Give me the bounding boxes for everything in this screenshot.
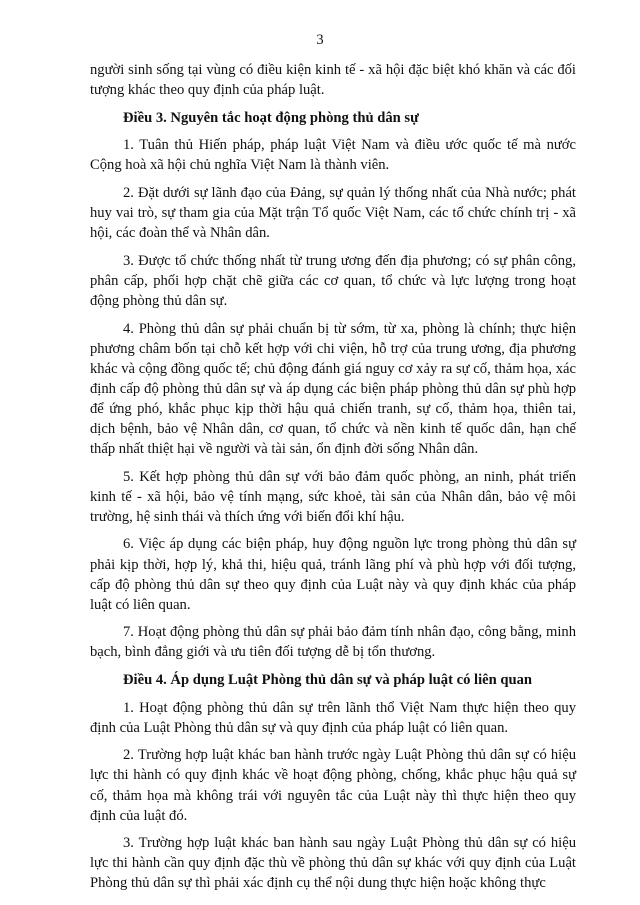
article-3-heading: Điều 3. Nguyên tắc hoạt động phòng thủ dân sự (123, 109, 419, 126)
document-body (90, 60, 576, 901)
article-3-clause-3: 3. Được tổ chức thống nhất từ trung ương đến địa phương; có sự phân công, phân cấp, phối hợp chặt chẽ giữa các cơ quan, tổ chức và lực lượng trong hoạt động phòng thủ dân sự. (90, 252, 576, 309)
article-3-clause-6: 6. Việc áp dụng các biện pháp, huy động nguồn lực trong phòng thủ dân sự phải kịp thời, hợp lý, khả thi, hiệu quả, tránh lãng phí và phù hợp với đối tượng, cấp độ phòng thủ dân sự theo quy định của Luật này và quy định khác của pháp luật có liên quan. (90, 536, 576, 613)
article-3-clause-7: 7. Hoạt động phòng thủ dân sự phải bảo đảm tính nhân đạo, công bằng, minh bạch, bình đẳng giới và ưu tiên đối tượng dễ bị tổn thương. (90, 624, 576, 661)
article-4-heading: Điều 4. Áp dụng Luật Phòng thủ dân sự và pháp luật có liên quan (123, 672, 533, 689)
article-3-clause-2: 2. Đặt dưới sự lãnh đạo của Đảng, sự quản lý thống nhất của Nhà nước; phát huy vai trò, sự tham gia của Mặt trận Tổ quốc Việt Nam, các tổ chức chính trị - xã hội, các đoàn thể và Nhân dân. (90, 184, 576, 242)
article-3-clause-5: 5. Kết hợp phòng thủ dân sự với bảo đảm quốc phòng, an ninh, phát triển kinh tế - xã hội, bảo vệ tính mạng, sức khoẻ, tài sản của Nhân dân, bảo vệ môi trường, hệ sinh thái và thích ứng với biến đổi khí hậu. (90, 468, 576, 525)
article-4-clause-1: 1. Hoạt động phòng thủ dân sự trên lãnh thổ Việt Nam thực hiện theo quy định của Luật Phòng thủ dân sự và quy định của pháp luật có liên quan. (90, 699, 576, 736)
article-3-clause-1: 1. Tuân thủ Hiến pháp, pháp luật Việt Nam và điều ước quốc tế mà nước Cộng hoà xã hội chủ nghĩa Việt Nam là thành viên. (90, 137, 576, 174)
continuation-paragraph: người sinh sống tại vùng có điều kiện kinh tế - xã hội đặc biệt khó khăn và các đối tượng khác theo quy định của pháp luật. (90, 62, 576, 99)
article-3-clause-4: 4. Phòng thủ dân sự phải chuẩn bị từ sớm, từ xa, phòng là chính; thực hiện phương châm bốn tại chỗ kết hợp với chi viện, hỗ trợ của trung ương, địa phương khác và cộng đồng quốc tế; chủ động đánh giá nguy cơ xảy ra sự cố, thảm họa, xác định cấp độ phòng thủ dân sự và áp dụng các biện pháp phòng thủ dân sự phù hợp để ứng phó, khắc phục kịp thời hậu quả chiến tranh, sự cố, thảm họa, thiên tai, dịch bệnh, bảo vệ Nhân dân, cơ quan, tổ chức và nền kinh tế quốc dân, hạn chế thấp nhất thiệt hại về người và tài sản, ổn định đời sống Nhân dân. (90, 320, 576, 458)
article-4-clause-2: 2. Trường hợp luật khác ban hành trước ngày Luật Phòng thủ dân sự có hiệu lực thi hành có quy định khác về hoạt động phòng, chống, khắc phục hậu quả sự cố, thảm họa mà không trái với nguyên tắc của Luật này thì thực hiện theo quy định của luật đó. (90, 747, 576, 824)
page-number: 3 (316, 32, 324, 48)
article-4-clause-3: 3. Trường hợp luật khác ban hành sau ngày Luật Phòng thủ dân sự có hiệu lực thi hành cần quy định đặc thù về phòng thủ dân sự khác với quy định của Luật Phòng thủ dân sự thì phải xác định cụ thể nội dung thực hiện hoặc không thực (90, 835, 576, 892)
